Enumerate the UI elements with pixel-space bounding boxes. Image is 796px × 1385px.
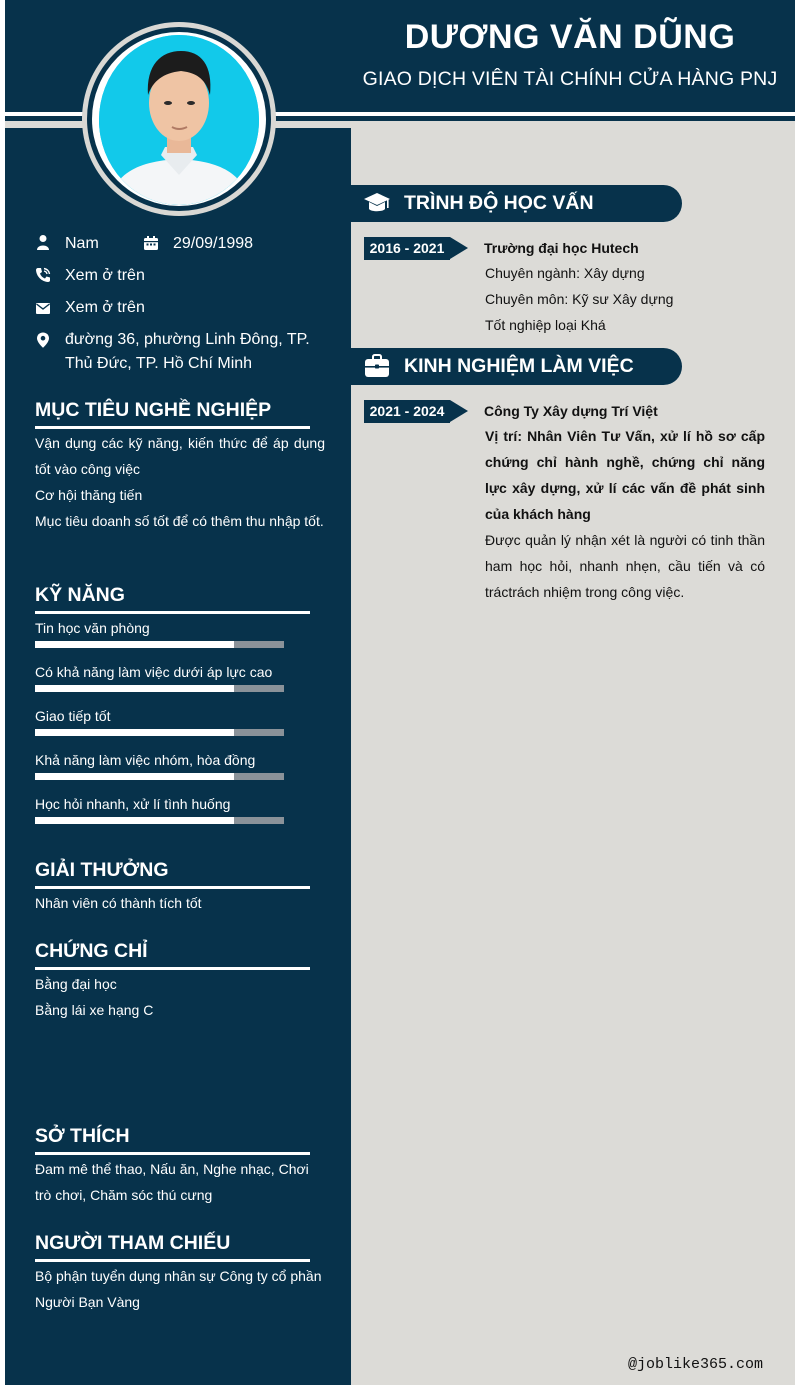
references-rule: [35, 1259, 310, 1262]
candidate-name: DƯƠNG VĂN DŨNG: [404, 18, 736, 56]
address: đường 36, phường Linh Đông, TP. Thủ Đức, TP. Hồ Chí Minh: [65, 331, 310, 372]
location-pin-icon: [35, 332, 51, 348]
cv-page: [5, 0, 795, 1385]
hobbies-title: SỞ THÍCH: [35, 1125, 130, 1147]
education-line: Chuyên môn: Kỹ sư Xây dựng: [485, 291, 674, 307]
briefcase-icon: [363, 353, 391, 379]
skill-bar: [35, 729, 284, 736]
skill-bar: [35, 641, 284, 648]
references-text: Bộ phận tuyển dụng nhân sự Công ty cổ phần Người Bạn Vàng: [35, 1268, 322, 1310]
candidate-job-title: GIAO DỊCH VIÊN TÀI CHÍNH CỬA HÀNG PNJ: [362, 68, 778, 90]
experience-description: Được quản lý nhận xét là người có tinh thần ham học hỏi, nhanh nhẹn, cầu tiến và có tráctrách nhiệm trong công việc.: [485, 532, 765, 600]
skill-bar-fill: [35, 641, 234, 648]
certificates-title: CHỨNG CHỈ: [35, 940, 148, 962]
hobbies-rule: [35, 1152, 310, 1155]
tag-arrow: [450, 400, 468, 422]
skills-title: KỸ NĂNG: [35, 584, 125, 606]
hobbies-text: Đam mê thể thao, Nấu ăn, Nghe nhạc, Chơi trò chơi, Chăm sóc thú cưng: [35, 1161, 309, 1203]
award-item: Nhân viên có thành tích tốt: [35, 895, 202, 911]
education-header: [351, 185, 682, 222]
certificates-rule: [35, 967, 310, 970]
experience-title: KINH NGHIỆM LÀM VIỆC: [404, 355, 634, 377]
experience-position: Vị trí: Nhân Viên Tư Vấn, xử lí hồ sơ cấp chứng chỉ hành nghề, chứng chỉ năng lực xây dựng, xử lí các vấn đề phát sinh của khách hàng: [485, 428, 765, 522]
education-school: Trường đại học Hutech: [484, 240, 639, 256]
skill-bar-fill: [35, 773, 234, 780]
certificate-item: Bằng lái xe hạng C: [35, 1002, 154, 1018]
skill-bar-fill: [35, 685, 234, 692]
birthdate: 29/09/1998: [173, 235, 254, 252]
skill-bar: [35, 685, 284, 692]
experience-period: 2021 - 2024: [364, 400, 450, 423]
watermark: @joblike365.com: [628, 1356, 764, 1373]
avatar: [99, 35, 259, 205]
skill-bar: [35, 817, 284, 824]
skill-label: Học hỏi nhanh, xử lí tình huống: [35, 796, 231, 812]
user-icon: [35, 234, 51, 250]
education-line: Chuyên ngành: Xây dựng: [485, 265, 645, 281]
skill-label: Giao tiếp tốt: [35, 708, 111, 724]
skill-label: Tin học văn phòng: [35, 620, 150, 636]
phone-icon: [35, 267, 51, 283]
certificate-item: Bằng đại học: [35, 976, 117, 992]
tag-arrow: [450, 237, 468, 259]
calendar-icon: [143, 235, 159, 251]
education-title: TRÌNH ĐỘ HỌC VẤN: [404, 192, 594, 214]
sidebar: [5, 128, 351, 1385]
experience-header: [351, 348, 682, 385]
skill-bar-fill: [35, 729, 234, 736]
objective-line-3: Mục tiêu doanh số tốt để có thêm thu nhập tốt.: [35, 513, 324, 529]
education-period: 2016 - 2021: [364, 237, 450, 260]
skill-bar: [35, 773, 284, 780]
objective-line-2: Cơ hội thăng tiến: [35, 487, 143, 503]
education-line: Tốt nghiệp loại Khá: [485, 317, 606, 333]
skill-label: Có khả năng làm việc dưới áp lực cao: [35, 664, 273, 680]
awards-title: GIẢI THƯỞNG: [35, 859, 169, 881]
objective-title: MỤC TIÊU NGHỀ NGHIỆP: [35, 399, 272, 421]
skills-rule: [35, 611, 310, 614]
portrait-photo: [99, 35, 259, 205]
graduation-cap-icon: [363, 190, 391, 216]
objective-line-1: Vận dụng các kỹ năng, kiến thức để áp dụng tốt vào công việc: [35, 435, 325, 477]
references-title: NGƯỜI THAM CHIẾU: [35, 1232, 231, 1254]
gender: Nam: [65, 235, 99, 252]
skill-bar-fill: [35, 817, 234, 824]
phone: Xem ở trên: [65, 267, 145, 284]
email-icon: [35, 300, 51, 316]
objective-rule: [35, 426, 310, 429]
email: Xem ở trên: [65, 299, 145, 316]
awards-rule: [35, 886, 310, 889]
experience-company: Công Ty Xây dựng Trí Việt: [484, 403, 658, 419]
skill-label: Khả năng làm việc nhóm, hòa đồng: [35, 752, 256, 768]
